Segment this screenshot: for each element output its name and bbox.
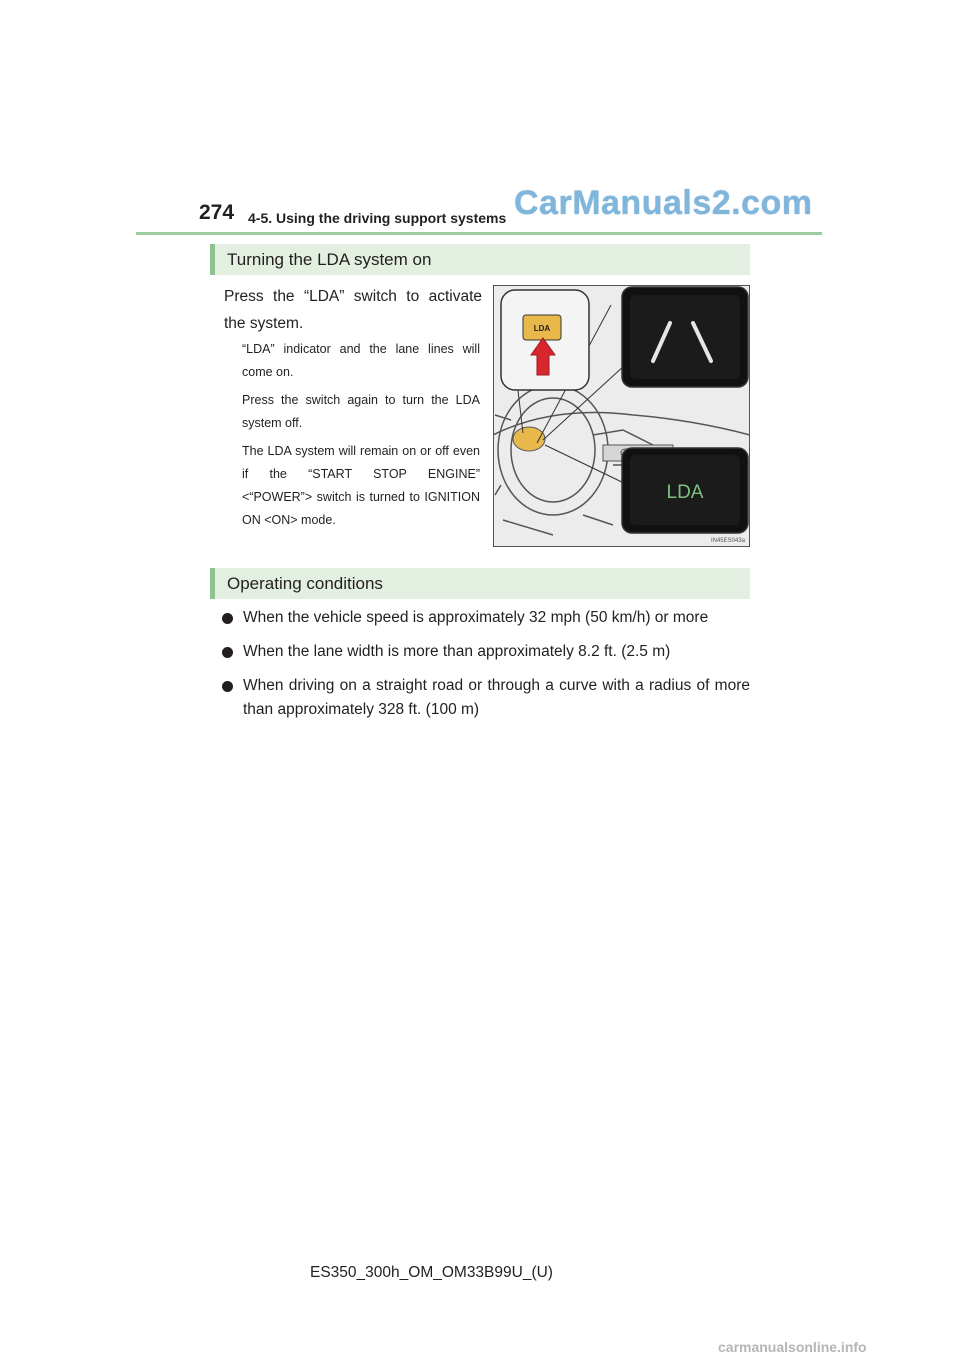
lda-figure <box>493 285 750 547</box>
watermark-top: CarManuals2.com <box>514 184 813 222</box>
heading-operating-conditions: Operating conditions <box>210 568 750 599</box>
highlight-switch-spot <box>513 427 545 451</box>
footer-code: ES350_300h_OM_OM33B99U_(U) <box>310 1264 553 1281</box>
list-item: When the vehicle speed is approximately 32 mph (50 km/h) or more <box>222 606 750 630</box>
page-number: 274 <box>199 201 235 224</box>
header-rule <box>136 232 822 235</box>
list-item: When driving on a straight road or through a curve with a radius of more than approximately 328 ft. (100 m) <box>222 674 750 722</box>
section-label: 4-5. Using the driving support systems <box>248 210 507 226</box>
bullet-dot-icon <box>222 613 233 624</box>
watermark-bottom: carmanualsonline.info <box>718 1339 867 1355</box>
lead-instruction: Press the “LDA” switch to activate the system. <box>224 288 482 332</box>
list-item: When the lane width is more than approximately 8.2 ft. (2.5 m) <box>222 640 750 664</box>
note-indicator: “LDA” indicator and the lane lines will come on. <box>242 342 480 379</box>
heading-turning-lda-on: Turning the LDA system on <box>210 244 750 275</box>
figure-code: IN45ES043a <box>710 538 745 544</box>
note-remain: The LDA system will remain on or off even if the “START STOP ENGINE” <“POWER”> switch is turned to IGNITION ON <ON> mode. <box>242 444 480 527</box>
lda-indicator-label: LDA <box>666 482 704 503</box>
bullet-dot-icon <box>222 681 233 692</box>
bullet-dot-icon <box>222 647 233 658</box>
lane-lines-screen <box>630 295 740 379</box>
lda-switch-label: LDA <box>533 324 551 333</box>
operating-conditions-list <box>222 606 750 732</box>
note-switch-off: Press the switch again to turn the LDA system off. <box>242 393 480 430</box>
